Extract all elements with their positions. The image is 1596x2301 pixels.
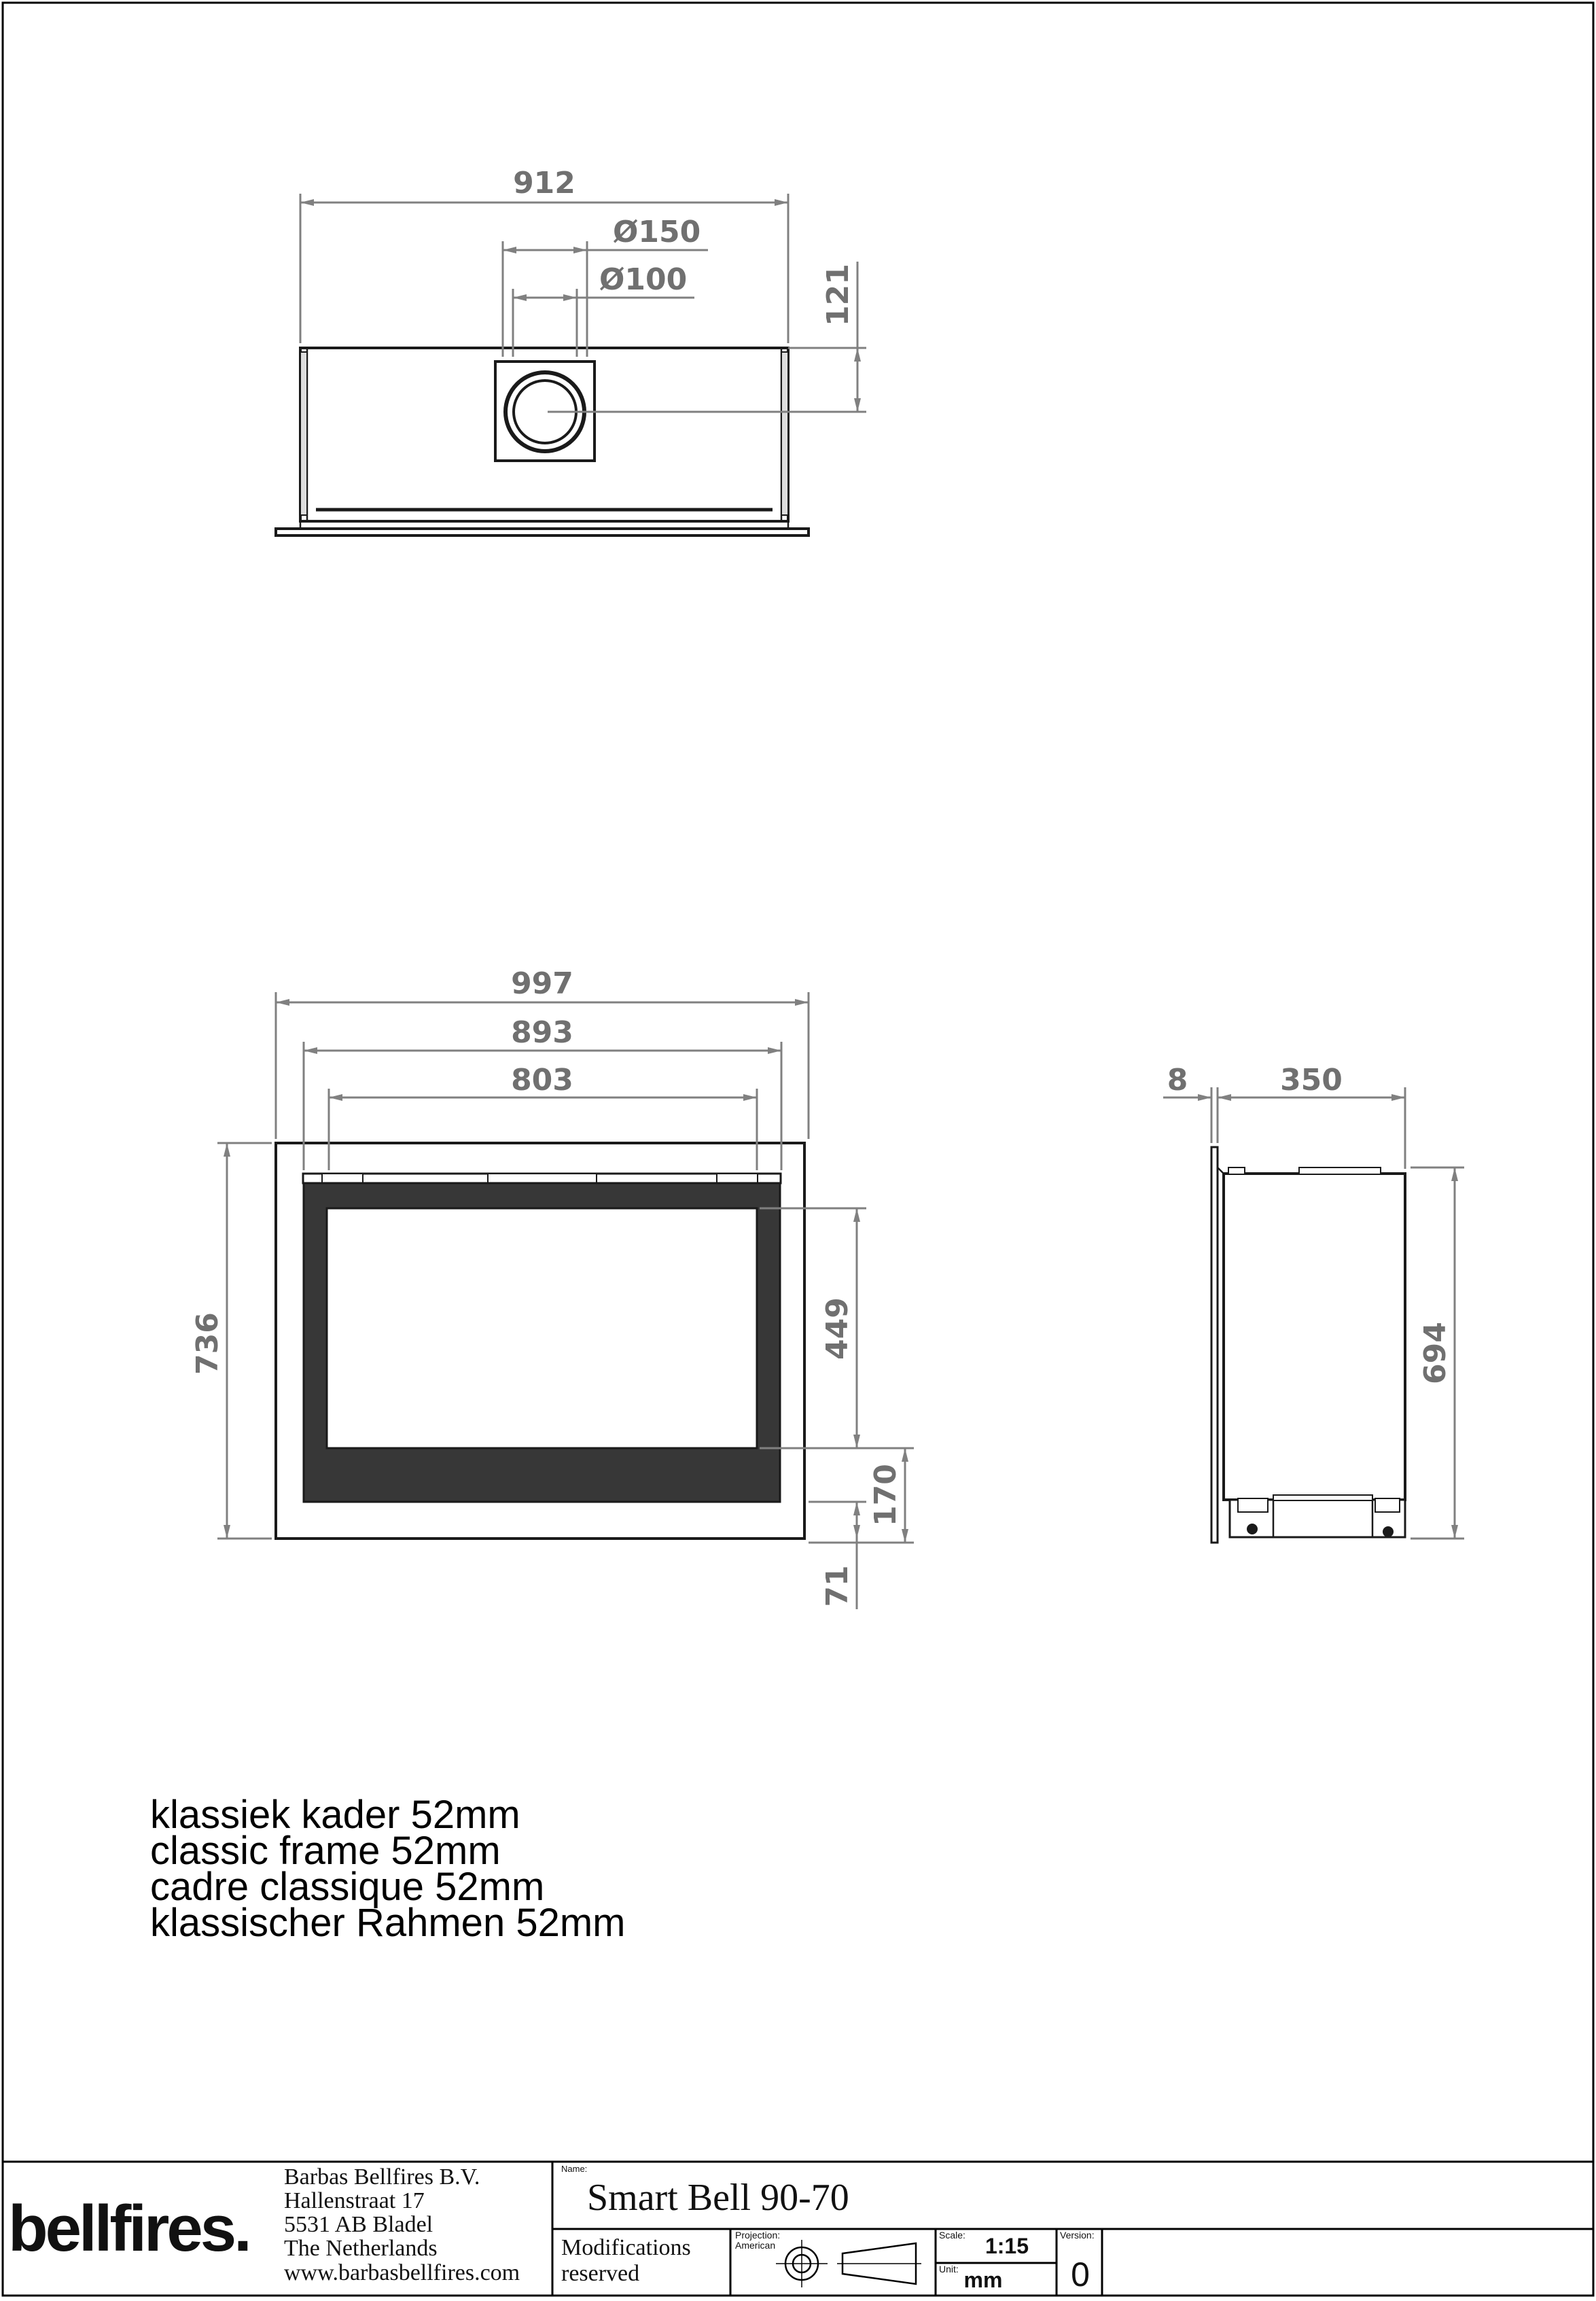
- side-view: [1163, 1063, 1464, 1543]
- dim-glass-height: 449: [820, 1297, 855, 1360]
- dim-bottom-offset: 71: [820, 1565, 855, 1607]
- dim-body-width: 893: [511, 1015, 573, 1050]
- company-name: Barbas Bellfires B.V.: [284, 2164, 480, 2190]
- dim-top-width: 912: [513, 166, 575, 200]
- projection-label: Projection:: [735, 2230, 781, 2241]
- note-fr: cadre classique 52mm: [150, 1865, 545, 1909]
- unit-label: Unit:: [939, 2264, 959, 2274]
- front-glass: [327, 1208, 757, 1448]
- drawing-name: Smart Bell 90-70: [587, 2177, 849, 2219]
- note-nl: klassiek kader 52mm: [150, 1793, 520, 1837]
- front-view: [190, 966, 914, 1609]
- scale-value: 1:15: [985, 2234, 1029, 2258]
- diameter-symbol: Ø: [613, 215, 639, 249]
- dim-glass-width: 803: [511, 1063, 573, 1097]
- dim-frame-height: 736: [190, 1312, 225, 1375]
- dim-body-depth: 350: [1280, 1063, 1343, 1097]
- dim-frame-width: 997: [511, 966, 573, 1001]
- side-frame-plate: [1211, 1147, 1218, 1543]
- top-view: [276, 166, 866, 535]
- side-body: [1224, 1174, 1405, 1500]
- projection-value: American: [735, 2240, 776, 2251]
- dim-flue-outer: Ø150: [613, 215, 701, 249]
- unit-value: mm: [963, 2268, 1003, 2292]
- note-de: klassischer Rahmen 52mm: [150, 1901, 626, 1945]
- frame-notes: [150, 1793, 625, 1945]
- title-block: [3, 2162, 1593, 2296]
- company-city: 5531 AB Bladel: [284, 2212, 433, 2237]
- modifications-line2: reserved: [561, 2261, 640, 2286]
- bellfires-logo: bellfires.: [8, 2192, 249, 2265]
- name-label: Name:: [561, 2164, 588, 2174]
- dim-body-height: 694: [1418, 1322, 1453, 1384]
- version-label: Version:: [1060, 2230, 1095, 2241]
- modifications-line1: Modifications: [561, 2235, 691, 2260]
- company-country: The Netherlands: [284, 2236, 438, 2261]
- note-en: classic frame 52mm: [150, 1829, 501, 1873]
- dim-flue-offset: 121: [821, 264, 855, 326]
- third-angle-projection-icon: [776, 2240, 921, 2287]
- company-street: Hallenstraat 17: [284, 2188, 425, 2213]
- sheet-border: [3, 3, 1593, 2296]
- dim-lower-panel: 170: [868, 1464, 903, 1526]
- company-website: www.barbasbellfires.com: [284, 2260, 520, 2285]
- dim-flue-inner: Ø100: [599, 262, 688, 297]
- scale-label: Scale:: [939, 2230, 965, 2241]
- top-view-front-plate: [276, 529, 809, 535]
- version-value: 0: [1071, 2255, 1090, 2294]
- dim-frame-depth: 8: [1167, 1063, 1188, 1097]
